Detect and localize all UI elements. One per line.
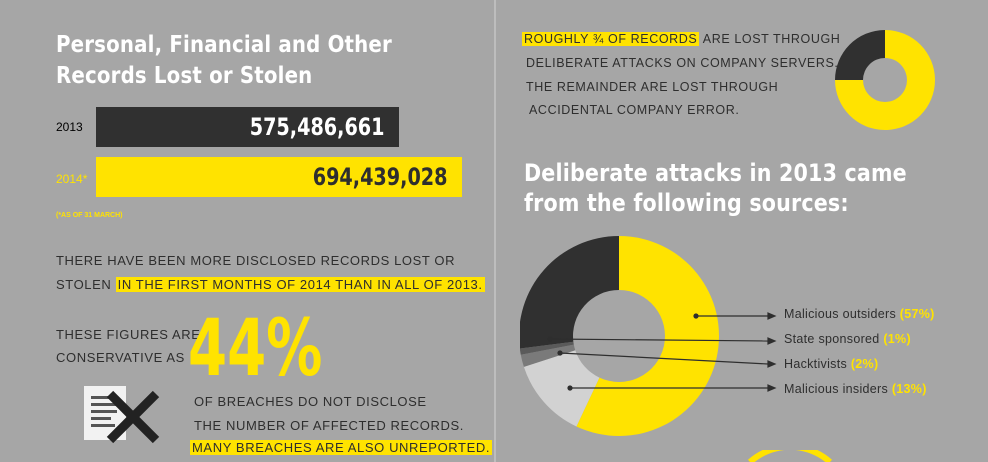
legend-label: State sponsored — [784, 332, 880, 346]
attacks-heading — [524, 158, 907, 218]
records-line-1-rest: ARE LOST THROUGH — [702, 32, 841, 46]
attacks-heading-line-1: Deliberate attacks in 2013 came — [524, 159, 907, 187]
conservative-line-5 — [190, 440, 492, 456]
crossed-document-icon — [82, 384, 162, 444]
conservative-line-3: OF BREACHES DO NOT DISCLOSE — [194, 394, 427, 409]
records-highlight: ROUGHLY ¾ OF RECORDS — [524, 32, 698, 46]
legend-item-hacktivists — [784, 357, 878, 371]
legend-pct: (13%) — [891, 382, 927, 396]
legend-label: Hacktivists — [784, 357, 848, 371]
conservative-line-2: CONSERVATIVE AS — [56, 350, 185, 365]
leader-line-state — [550, 339, 768, 341]
bar-2014 — [96, 157, 462, 197]
arrow-icon — [768, 361, 775, 367]
legend-item-state — [784, 332, 911, 346]
legend-pct: (57%) — [899, 307, 935, 321]
bar-year-2013: 2013 — [56, 120, 83, 134]
title-line-1: Personal, Financial and Other — [56, 32, 392, 58]
statement-highlight: IN THE FIRST MONTHS OF 2014 THAN IN ALL OF 2013. — [117, 277, 483, 292]
leader-dot — [548, 337, 552, 341]
bar-2013 — [96, 107, 399, 147]
legend-label: Malicious insiders — [784, 382, 889, 396]
arrow-icon — [768, 338, 775, 344]
page-title — [56, 30, 392, 92]
statement-line-1: THERE HAVE BEEN MORE DISCLOSED RECORDS LOST OR — [56, 253, 456, 268]
leader-line-hacktivists — [560, 353, 768, 364]
leader-lines — [520, 300, 790, 400]
records-line-2: DELIBERATE ATTACKS ON COMPANY SERVERS. — [526, 56, 839, 70]
legend-item-outsiders — [784, 307, 935, 321]
statement-plain: STOLEN — [56, 277, 112, 292]
conservative-line-1: THESE FIGURES ARE — [56, 327, 201, 342]
legend-label: Malicious outsiders — [784, 307, 896, 321]
records-line-1 — [522, 31, 840, 47]
leader-dot — [568, 386, 572, 390]
footnote: (*AS OF 31 MARCH) — [56, 212, 123, 219]
arrow-icon — [768, 385, 775, 391]
records-slice-accidental-company-error — [835, 30, 885, 80]
arrow-icon — [768, 313, 775, 319]
legend-pct: (2%) — [850, 357, 879, 371]
next-section-shape — [740, 450, 840, 462]
records-line-3: THE REMAINDER ARE LOST THROUGH — [526, 80, 779, 94]
bar-value-2013: 575,486,661 — [250, 113, 385, 141]
attacks-heading-line-2: from the following sources: — [524, 189, 849, 217]
statement-line-2 — [56, 277, 485, 293]
records-line-4: ACCIDENTAL COMPANY ERROR. — [529, 103, 740, 117]
bar-year-2014: 2014* — [56, 172, 88, 186]
big-percentage: 44% — [188, 304, 323, 394]
conservative-line-4: THE NUMBER OF AFFECTED RECORDS. — [194, 418, 464, 433]
column-divider — [494, 0, 496, 462]
leader-dot — [558, 351, 562, 355]
legend-pct: (1%) — [883, 332, 911, 346]
records-donut-chart — [830, 25, 940, 135]
bar-value-2014: 694,439,028 — [313, 163, 448, 191]
leader-dot — [694, 314, 698, 318]
legend-item-insiders — [784, 382, 927, 396]
unreported-highlight: MANY BREACHES ARE ALSO UNREPORTED. — [192, 440, 491, 455]
title-line-2: Records Lost or Stolen — [56, 63, 313, 89]
